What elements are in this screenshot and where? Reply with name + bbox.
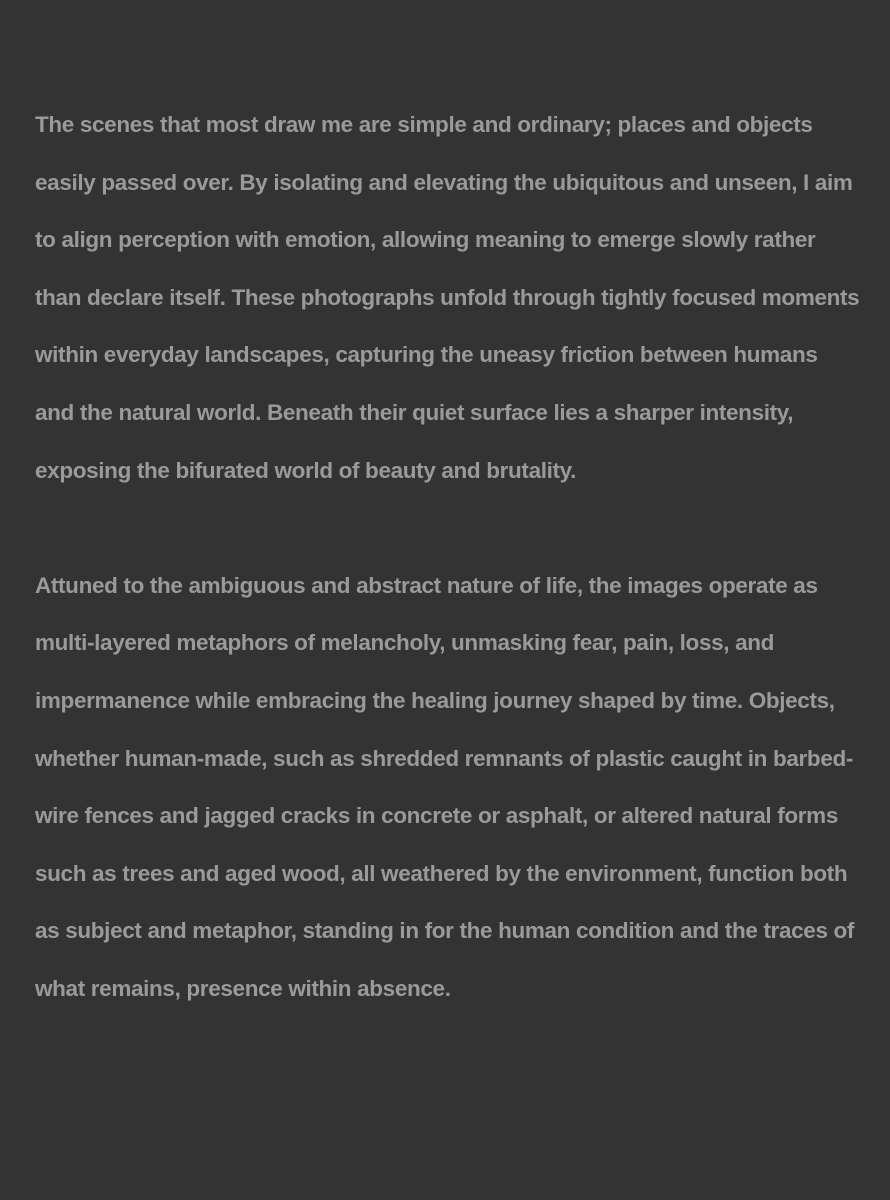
artist-statement bbox=[35, 96, 860, 1018]
statement-paragraph-1: The scenes that most draw me are simple and ordinary; places and objects easily passed over. By isolating and elevating the ubiquitous and unseen, I aim to align perception with emotion, allowing meaning to emerge slowly rather than declare itself. These photographs unfold through tightly focused moments within everyday landscapes, capturing the uneasy friction between humans and the natural world. Beneath their quiet surface lies a sharper intensity, exposing the bifurated world of beauty and brutality. bbox=[35, 112, 860, 483]
statement-paragraph-2: Attuned to the ambiguous and abstract nature of life, the images operate as multi-layered metaphors of melancholy, unmasking fear, pain, loss, and impermanence while embracing the healing journey shaped by time. Objects, whether human-made, such as shredded remnants of plastic caught in barbed-wire fences and jagged cracks in concrete or asphalt, or altered natural forms such as trees and aged wood, all weathered by the environment, function both as subject and metaphor, standing in for the human condition and the traces of what remains, presence within absence. bbox=[35, 572, 855, 1001]
